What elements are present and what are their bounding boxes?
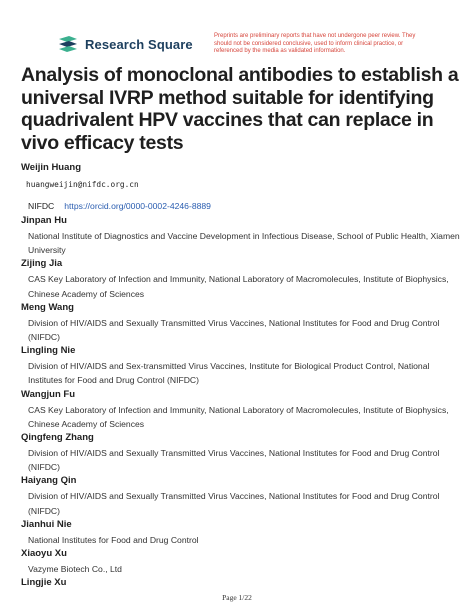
author-name: Meng Wang bbox=[21, 301, 74, 313]
author-list bbox=[21, 161, 461, 591]
preprint-notice: Preprints are preliminary reports that have not undergone peer review. They should not be considered conclusive, used to inform clinical practice, or referenced by the media as validated information. bbox=[214, 33, 416, 55]
author-name: Jinpan Hu bbox=[21, 215, 67, 226]
author-affiliation: CAS Key Laboratory of Infection and Immunity, National Laboratory of Macromolecules, Institute of Biophysics, Chinese Academy of Sciences bbox=[28, 404, 449, 429]
author-name: Lingjie Xu bbox=[21, 577, 67, 589]
author-entry bbox=[21, 577, 461, 591]
author-name: Lingling Nie bbox=[21, 345, 76, 357]
author-name: Haiyang Qin bbox=[21, 475, 77, 487]
author-email[interactable]: huangweijin@nifdc.org.cn bbox=[26, 180, 139, 189]
author-entry bbox=[21, 475, 461, 517]
author-name: Xiaoyu Xu bbox=[21, 548, 67, 560]
author-name: Zijing Jia bbox=[21, 258, 63, 270]
author-affiliation: Division of HIV/AIDS and Sex-transmitted Virus Vaccines, Institute for Biological Product Control, National Institutes for Food and Drug Control (NIFDC) bbox=[28, 361, 430, 386]
author-affiliation: National Institutes for Food and Drug Control bbox=[28, 534, 199, 545]
author-entry bbox=[21, 548, 461, 576]
author-name: Jianhui Nie bbox=[21, 518, 72, 530]
author-entry bbox=[21, 215, 461, 257]
author-entry bbox=[21, 345, 461, 387]
logo-text: Research Square bbox=[85, 36, 193, 52]
author-affiliation: Division of HIV/AIDS and Sexually Transmitted Virus Vaccines, National Institutes for Food and Drug Control (NIFDC) bbox=[28, 448, 440, 473]
author-entry bbox=[21, 432, 461, 474]
page-number: Page 1/22 bbox=[222, 593, 252, 602]
author-affiliation: Division of HIV/AIDS and Sexually Transmitted Virus Vaccines, National Institutes for Food and Drug Control (NIFDC) bbox=[28, 317, 440, 343]
author-affiliation: National Institute of Diagnostics and Vaccine Development in Infectious Disease, School of Public Health, Xiamen University bbox=[28, 231, 460, 256]
author-entry bbox=[21, 258, 461, 300]
affiliation-label: NIFDC bbox=[28, 201, 55, 211]
corresponding-author-affiliation bbox=[21, 199, 461, 213]
author-affiliation: CAS Key Laboratory of Infection and Immunity, National Laboratory of Macromolecules, Institute of Biophysics, Chinese Academy of Sciences bbox=[28, 274, 449, 299]
author-name: Qingfeng Zhang bbox=[21, 432, 94, 444]
author-affiliation: Division of HIV/AIDS and Sexually Transmitted Virus Vaccines, National Institutes for Food and Drug Control (NIFDC) bbox=[28, 491, 440, 516]
author-entry bbox=[21, 519, 461, 547]
paper-title: Analysis of monoclonal antibodies to establish a universal IVRP method suitable for identifying quadrivalent HPV vaccines that can replace in vivo efficacy tests bbox=[21, 64, 459, 154]
author-name: Wangjun Fu bbox=[21, 388, 75, 400]
corresponding-author-name: Weijin Huang bbox=[21, 162, 81, 173]
author-entry bbox=[21, 389, 461, 431]
author-entry bbox=[21, 302, 461, 344]
author-affiliation: Vazyme Biotech Co., Ltd bbox=[28, 564, 122, 575]
research-square-logo-icon bbox=[57, 35, 79, 53]
orcid-link[interactable]: https://orcid.org/0000-0002-4246-8889 bbox=[64, 201, 211, 211]
research-square-logo[interactable] bbox=[57, 35, 193, 53]
page-header bbox=[0, 30, 474, 60]
